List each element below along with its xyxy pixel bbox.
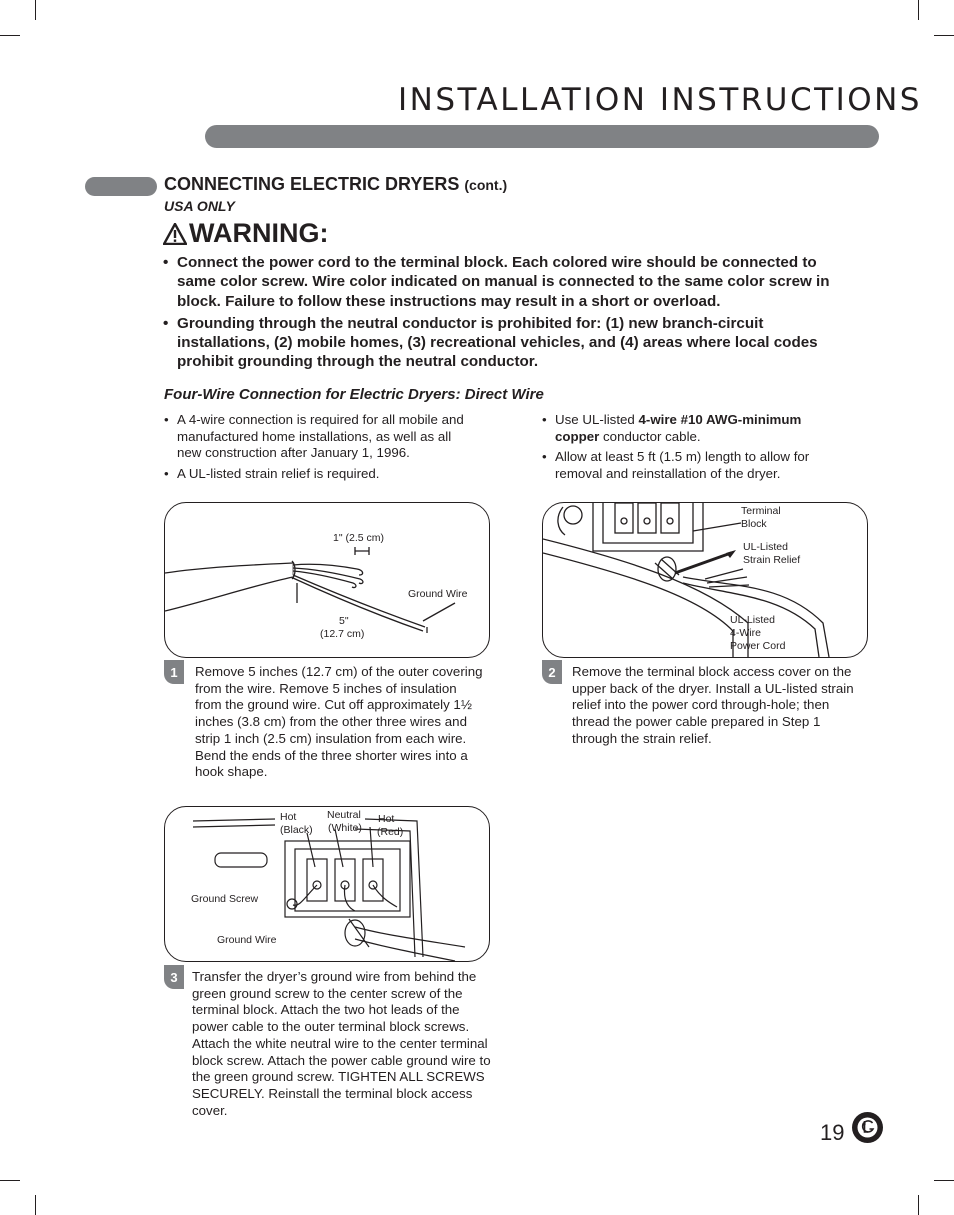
terminal-block-illustration	[165, 807, 489, 961]
dim-short-label: 1" (2.5 cm)	[333, 532, 384, 544]
power-cord-label-3: Power Cord	[730, 640, 786, 652]
warning-label: WARNING:	[189, 218, 329, 248]
crop-mark	[934, 1180, 954, 1181]
step-badge: 3	[164, 965, 184, 989]
section-heading	[164, 174, 507, 195]
list-item: • Grounding through the neutral conductor is prohibited for: (1) new branch-circuit installations, (2) mobile homes, (3) recreational vehicles, and (4) areas where local codes prohibit grounding through the neutral conductor.	[163, 314, 818, 371]
section-heading-suffix: (cont.)	[464, 177, 508, 193]
list-item: • A UL-listed strain relief is required.	[164, 465, 380, 481]
warning-heading	[163, 218, 328, 249]
neutral-label: Neutral	[327, 809, 361, 821]
crop-mark	[918, 1195, 919, 1215]
power-cord-label: UL-Listed	[730, 614, 775, 626]
neutral-label-2: (White)	[328, 822, 362, 834]
ground-wire-label: Ground Wire	[408, 588, 468, 600]
hot-black-label: Hot	[280, 811, 297, 823]
section-marker	[85, 177, 157, 196]
title-bar	[205, 125, 879, 148]
step-badge: 2	[542, 660, 562, 684]
list-item: • Allow at least 5 ft (1.5 m) length to allow for removal and reinstallation of the dryer.	[542, 449, 810, 481]
strain-relief-label-2: Strain Relief	[743, 554, 801, 566]
warning-icon	[163, 223, 187, 245]
hot-red-label: Hot	[378, 813, 395, 825]
crop-mark	[0, 1180, 20, 1181]
figure-3-terminal-block	[164, 806, 490, 962]
figure-1-wire-prep	[164, 502, 490, 658]
right-bullet-list	[542, 412, 847, 486]
crop-mark	[35, 0, 36, 20]
list-item: • Connect the power cord to the terminal block. Each colored wire should be connected to same color screw. Wire color indicated on manual is connected to the same color screw in block. Failure to follow these instructions may result in a short or overload.	[163, 254, 830, 310]
strain-relief-label: UL-Listed	[743, 541, 788, 553]
list-item: • A 4-wire connection is required for all mobile and manufactured home installations, as well as all new construction after January 1, 1996.	[164, 412, 464, 460]
left-bullet-list	[164, 412, 474, 486]
step-2-text: Remove the terminal block access cover on the upper back of the dryer. Install a UL-listed strain relief into the power cord through-hole; then thread the power cable prepared in Step 1 through the strain relief.	[572, 664, 854, 746]
step-1-text: Remove 5 inches (12.7 cm) of the outer covering from the wire. Remove 5 inches of insulation from the ground wire. Cut off approximately 1½ inches (3.8 cm) from the other three wires and strip 1 inch (2.5 cm) insulation from each wire. Bend the ends of the three shorter wires into a hook shape.	[195, 664, 483, 780]
hot-black-label-2: (Black)	[280, 824, 313, 836]
page-title: INSTALLATION INSTRUCTIONS	[398, 82, 922, 118]
strain-relief-illustration	[543, 503, 867, 657]
subsection-title: Four-Wire Connection for Electric Dryers: Direct Wire	[164, 386, 544, 403]
dim-long-label: 5"	[339, 615, 349, 627]
crop-mark	[0, 35, 20, 36]
power-cord-label-2: 4-Wire	[730, 627, 761, 639]
crop-mark	[35, 1195, 36, 1215]
step-badge: 1	[164, 660, 184, 684]
terminal-block-label-2: Block	[741, 518, 767, 530]
terminal-block-label: Terminal	[741, 505, 781, 517]
lg-logo-icon	[856, 1116, 879, 1139]
section-heading-text: CONNECTING ELECTRIC DRYERS	[164, 174, 460, 194]
lg-logo	[852, 1112, 883, 1143]
crop-mark	[918, 0, 919, 20]
ground-wire-label: Ground Wire	[217, 934, 277, 946]
warning-list	[163, 253, 853, 375]
page-number: 19	[820, 1120, 845, 1145]
figure-2-strain-relief	[542, 502, 868, 658]
dim-long-metric-label: (12.7 cm)	[320, 628, 365, 640]
ground-screw-label: Ground Screw	[191, 893, 259, 905]
list-item: • Use UL-listed 4-wire #10 AWG-minimum copper conductor cable.	[542, 412, 802, 444]
step-3-text: Transfer the dryer’s ground wire from behind the green ground screw to the center screw of the terminal block. Attach the two hot leads of the power cable to the outer terminal block screws. Attach the white neutral wire to the center terminal block screw. Attach the power cable ground wire to the green ground screw. TIGHTEN ALL SCREWS SECURELY. Reinstall the terminal block access cover.	[192, 969, 491, 1118]
hot-red-label-2: (Red)	[377, 826, 404, 838]
crop-mark	[934, 35, 954, 36]
region-note: USA ONLY	[164, 198, 235, 214]
